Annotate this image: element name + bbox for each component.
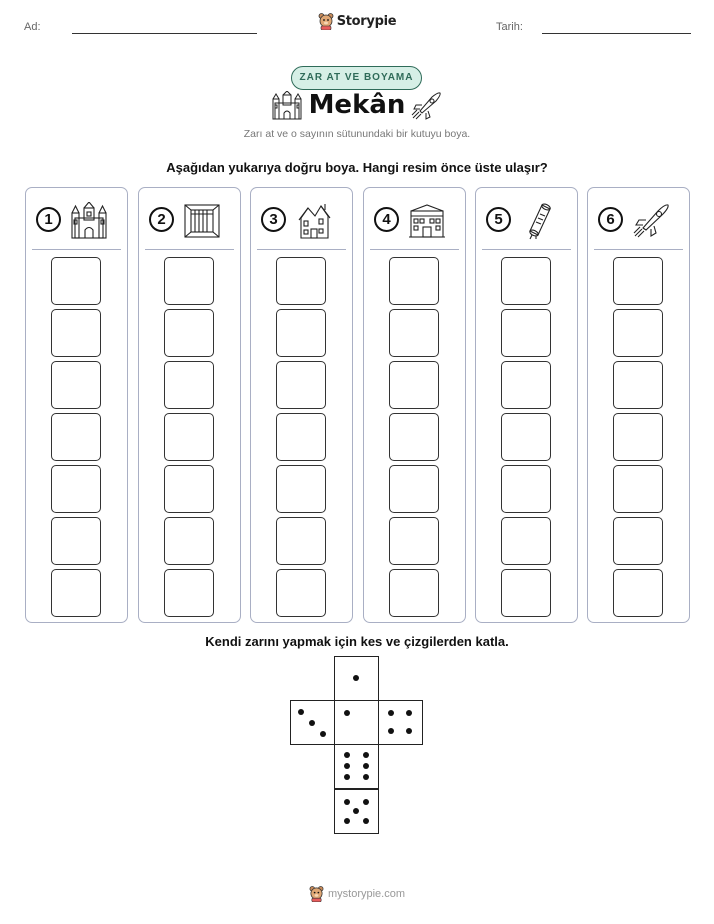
column-divider [257, 249, 346, 250]
column-number: 1 [36, 207, 61, 232]
color-box[interactable] [276, 517, 326, 565]
die-pip [363, 752, 369, 758]
color-box[interactable] [613, 569, 663, 617]
die-pip [363, 774, 369, 780]
column-number: 6 [598, 207, 623, 232]
column-divider [370, 249, 459, 250]
die-pip [344, 752, 350, 758]
column-divider [145, 249, 234, 250]
die-pip [344, 818, 350, 824]
color-box[interactable] [613, 465, 663, 513]
color-box[interactable] [501, 413, 551, 461]
color-box[interactable] [164, 465, 214, 513]
column-number: 3 [261, 207, 286, 232]
column-divider [32, 249, 121, 250]
die-face-6[interactable] [334, 744, 379, 789]
column-divider [482, 249, 571, 250]
die-pip [406, 710, 412, 716]
die-face-1[interactable] [334, 700, 379, 745]
color-box[interactable] [276, 413, 326, 461]
die-face-1[interactable] [334, 656, 379, 701]
date-label: Tarih: [496, 21, 523, 33]
bear-mascot-icon [318, 12, 334, 30]
die-pip [363, 818, 369, 824]
bear-mascot-icon [309, 885, 324, 902]
rocket-icon [632, 202, 670, 240]
brand-name: Storypie [336, 13, 397, 29]
color-box[interactable] [613, 309, 663, 357]
prison-cell-icon [183, 202, 221, 240]
die-face-5[interactable] [334, 789, 379, 834]
color-box[interactable] [51, 309, 101, 357]
color-box[interactable] [51, 465, 101, 513]
color-box[interactable] [276, 569, 326, 617]
die-face-4[interactable] [378, 700, 423, 745]
die-pip [353, 675, 359, 681]
footer-url[interactable]: mystorypie.com [327, 887, 406, 900]
column-2 [138, 187, 241, 623]
activity-badge: ZAR AT VE BOYAMA [291, 66, 422, 90]
cut-instruction: Kendi zarını yapmak için kes ve çizgilerden katla. [205, 634, 509, 649]
color-box[interactable] [613, 361, 663, 409]
die-pip [320, 731, 326, 737]
die-pip [406, 728, 412, 734]
color-box[interactable] [164, 517, 214, 565]
color-box[interactable] [51, 361, 101, 409]
color-box[interactable] [501, 517, 551, 565]
color-box[interactable] [613, 517, 663, 565]
die-pip [363, 799, 369, 805]
color-box[interactable] [389, 413, 439, 461]
scroll-icon [520, 202, 558, 240]
instruction: Aşağıdan yukarıya doğru boya. Hangi resim önce üste ulaşır? [166, 160, 548, 175]
color-box[interactable] [276, 309, 326, 357]
haunted-house-icon [295, 202, 333, 240]
color-box[interactable] [389, 465, 439, 513]
subtitle: Zarı at ve o sayının sütunundaki bir kutuyu boya. [243, 128, 471, 140]
die-pip [363, 763, 369, 769]
die-pip [344, 774, 350, 780]
color-box[interactable] [51, 257, 101, 305]
color-box[interactable] [164, 257, 214, 305]
die-pip [344, 763, 350, 769]
die-pip [388, 728, 394, 734]
building-icon [408, 202, 446, 240]
color-box[interactable] [389, 517, 439, 565]
die-pip [344, 799, 350, 805]
color-box[interactable] [613, 413, 663, 461]
color-box[interactable] [276, 257, 326, 305]
color-box[interactable] [51, 413, 101, 461]
color-box[interactable] [164, 413, 214, 461]
column-6 [587, 187, 690, 623]
color-box[interactable] [51, 569, 101, 617]
color-box[interactable] [164, 361, 214, 409]
color-box[interactable] [501, 309, 551, 357]
die-pip [344, 710, 350, 716]
color-box[interactable] [389, 257, 439, 305]
name-label: Ad: [24, 21, 41, 33]
color-box[interactable] [389, 361, 439, 409]
rocket-icon [410, 91, 442, 121]
page-title: Mekân [308, 90, 406, 120]
brand-logo [0, 12, 714, 35]
color-box[interactable] [164, 569, 214, 617]
die-pip [388, 710, 394, 716]
color-box[interactable] [613, 257, 663, 305]
color-box[interactable] [389, 569, 439, 617]
color-box[interactable] [501, 569, 551, 617]
column-1 [25, 187, 128, 623]
column-number: 2 [149, 207, 174, 232]
color-box[interactable] [389, 309, 439, 357]
column-4 [363, 187, 466, 623]
column-3 [250, 187, 353, 623]
die-pip [353, 808, 359, 814]
color-box[interactable] [51, 517, 101, 565]
color-box[interactable] [276, 361, 326, 409]
column-number: 5 [486, 207, 511, 232]
column-divider [594, 249, 683, 250]
die-pip [298, 709, 304, 715]
die-face-3[interactable] [290, 700, 335, 745]
column-5 [475, 187, 578, 623]
color-box[interactable] [164, 309, 214, 357]
die-pip [309, 720, 315, 726]
castle-icon [70, 202, 108, 240]
color-box[interactable] [276, 465, 326, 513]
column-number: 4 [374, 207, 399, 232]
color-box[interactable] [501, 257, 551, 305]
footer [0, 885, 714, 907]
color-box[interactable] [501, 465, 551, 513]
color-box[interactable] [501, 361, 551, 409]
